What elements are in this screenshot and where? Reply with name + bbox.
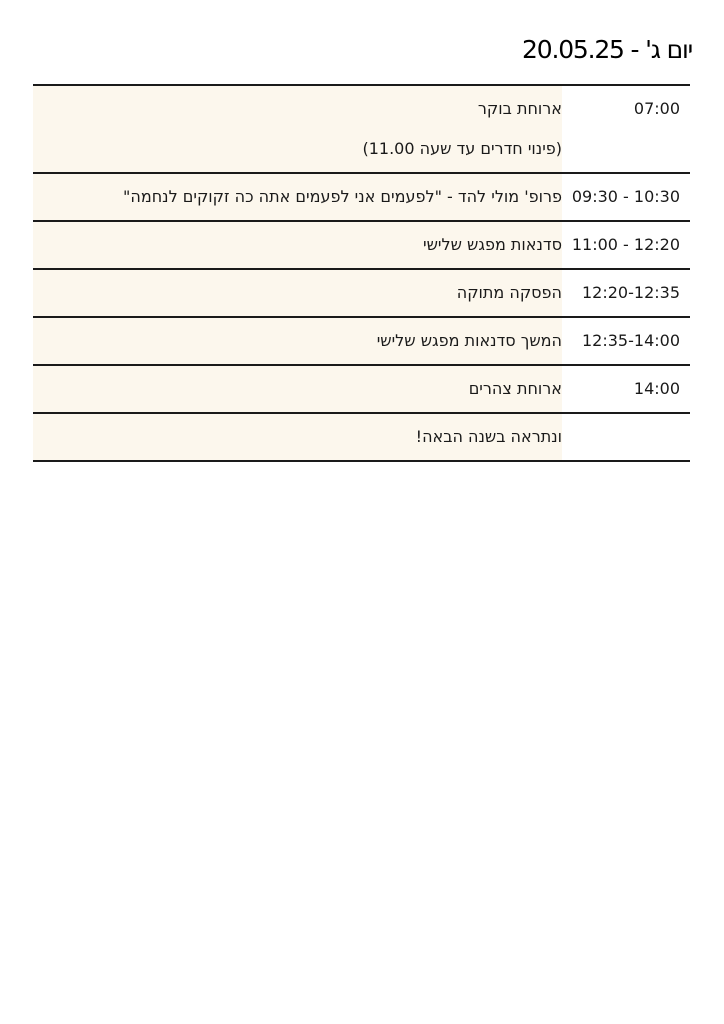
time-label: 11:00 - 12:20 [571, 235, 680, 254]
time-cell [562, 414, 690, 460]
schedule-row [33, 270, 690, 318]
schedule-row [33, 414, 690, 462]
time-label: 07:00 [633, 99, 680, 118]
description-cell [33, 86, 562, 172]
page-title: יום ג' - 20.05.25 [522, 35, 692, 64]
time-label: 09:30 - 10:30 [571, 187, 680, 206]
description-text: המשך סדנאות מפגש שלישי [376, 331, 562, 350]
time-cell [562, 174, 690, 220]
description-note: (פינוי חדרים עד שעה 11.00) [362, 139, 562, 158]
description-text: פרופ' מולי להד - "לפעמים אני לפעמים אתה כה זקוקים לנחמה" [123, 187, 562, 206]
schedule-row [33, 222, 690, 270]
schedule-row [33, 318, 690, 366]
description-text: ארוחת צהרים [468, 379, 562, 398]
time-cell [562, 222, 690, 268]
description-text: ונתראה בשנה הבאה! [415, 427, 562, 446]
description-text: סדנאות מפגש שלישי [423, 235, 562, 254]
description-cell [33, 318, 562, 364]
description-text: הפסקה מתוקה [456, 283, 562, 302]
time-cell [562, 318, 690, 364]
time-label: 12:35-14:00 [582, 331, 680, 350]
time-cell [562, 366, 690, 412]
description-cell [33, 270, 562, 316]
description-cell [33, 222, 562, 268]
description-text: ארוחת בוקר [477, 99, 562, 118]
time-cell [562, 270, 690, 316]
time-label: 14:00 [633, 379, 680, 398]
schedule-row [33, 366, 690, 414]
schedule-row [33, 174, 690, 222]
time-cell [562, 86, 690, 172]
schedule-row [33, 86, 690, 174]
description-cell [33, 174, 562, 220]
description-cell [33, 414, 562, 460]
schedule-table [33, 84, 690, 462]
time-label: 12:20-12:35 [582, 283, 680, 302]
description-cell [33, 366, 562, 412]
